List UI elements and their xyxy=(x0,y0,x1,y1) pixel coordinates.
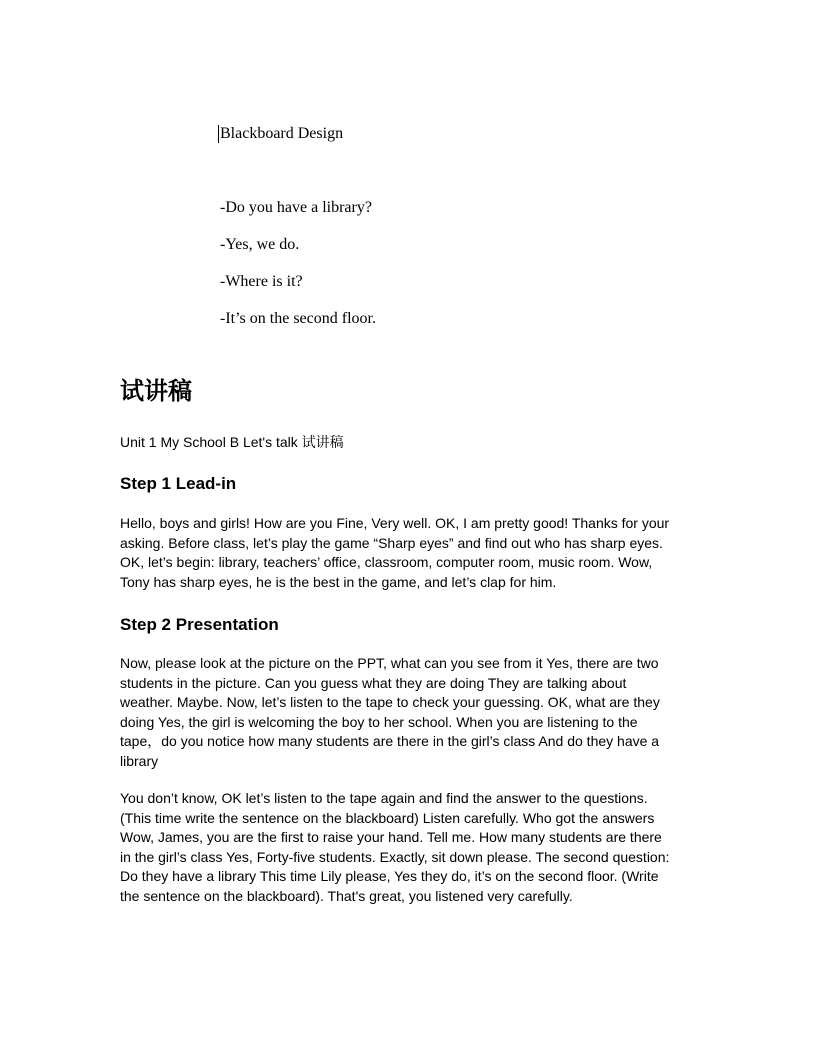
paragraph-line: Wow, James, you are the first to raise your hand. Tell me. How many students are there xyxy=(120,829,662,846)
blackboard-title: Blackboard Design xyxy=(220,125,344,142)
paragraph-line: in the girl’s class Yes, Forty-five students. Exactly, sit down please. The second question: xyxy=(120,848,670,865)
paragraph-line: Now, please look at the picture on the PPT, what can you see from it Yes, there are two xyxy=(120,655,659,671)
paragraph-line: the sentence on the blackboard). That's great, you listened very carefully. xyxy=(120,887,573,904)
paragraph-line: You don’t know, OK let’s listen to the tape again and find the answer to the questions. xyxy=(120,790,648,806)
blackboard-line: -It’s on the second floor. xyxy=(220,310,376,327)
paragraph-line: weather. Maybe. Now, let’s listen to the tape to check your guessing. OK, what are they xyxy=(120,694,660,711)
text-cursor xyxy=(218,125,219,143)
blackboard-line: -Do you have a library? xyxy=(220,199,372,216)
paragraph-line: tape，do you notice how many students are there in the girl’s class And do they have a xyxy=(120,733,660,750)
blackboard-line: -Yes, we do. xyxy=(220,236,300,253)
paragraph-line: Do they have a library This time Lily please, Yes they do, it’s on the second floor. (Write xyxy=(120,868,659,885)
step1-paragraph xyxy=(120,514,700,592)
paragraph-line: doing Yes, the girl is welcoming the boy to her school. When you are listening to the xyxy=(120,713,638,730)
step2-paragraph-1 xyxy=(120,654,700,772)
blackboard-line: -Where is it? xyxy=(220,273,303,290)
paragraph-line: OK, let’s begin: library, teachers’ office, classroom, computer room, music room. Wow, xyxy=(120,554,653,571)
step1-heading: Step 1 Lead-in xyxy=(120,474,237,493)
paragraph-line: (This time write the sentence on the blackboard) Listen carefully. Who got the answers xyxy=(120,809,655,826)
paragraph-line: Tony has sharp eyes, he is the best in the game, and let’s clap for him. xyxy=(120,573,557,590)
step2-paragraph-2 xyxy=(120,789,700,907)
step2-heading: Step 2 Presentation xyxy=(120,615,279,634)
paragraph-line: students in the picture. Can you guess what they are doing They are talking about xyxy=(120,674,627,691)
paragraph-line: library xyxy=(120,752,159,769)
paragraph-line: asking. Before class, let’s play the game “Sharp eyes” and find out who has sharp eyes. xyxy=(120,534,663,551)
page-heading: 试讲稿 xyxy=(120,378,192,405)
lesson-subtitle: Unit 1 My School B Let's talk 试讲稿 xyxy=(120,434,344,450)
paragraph-line: Hello, boys and girls! How are you Fine, Very well. OK, I am pretty good! Thanks for your xyxy=(120,515,670,531)
